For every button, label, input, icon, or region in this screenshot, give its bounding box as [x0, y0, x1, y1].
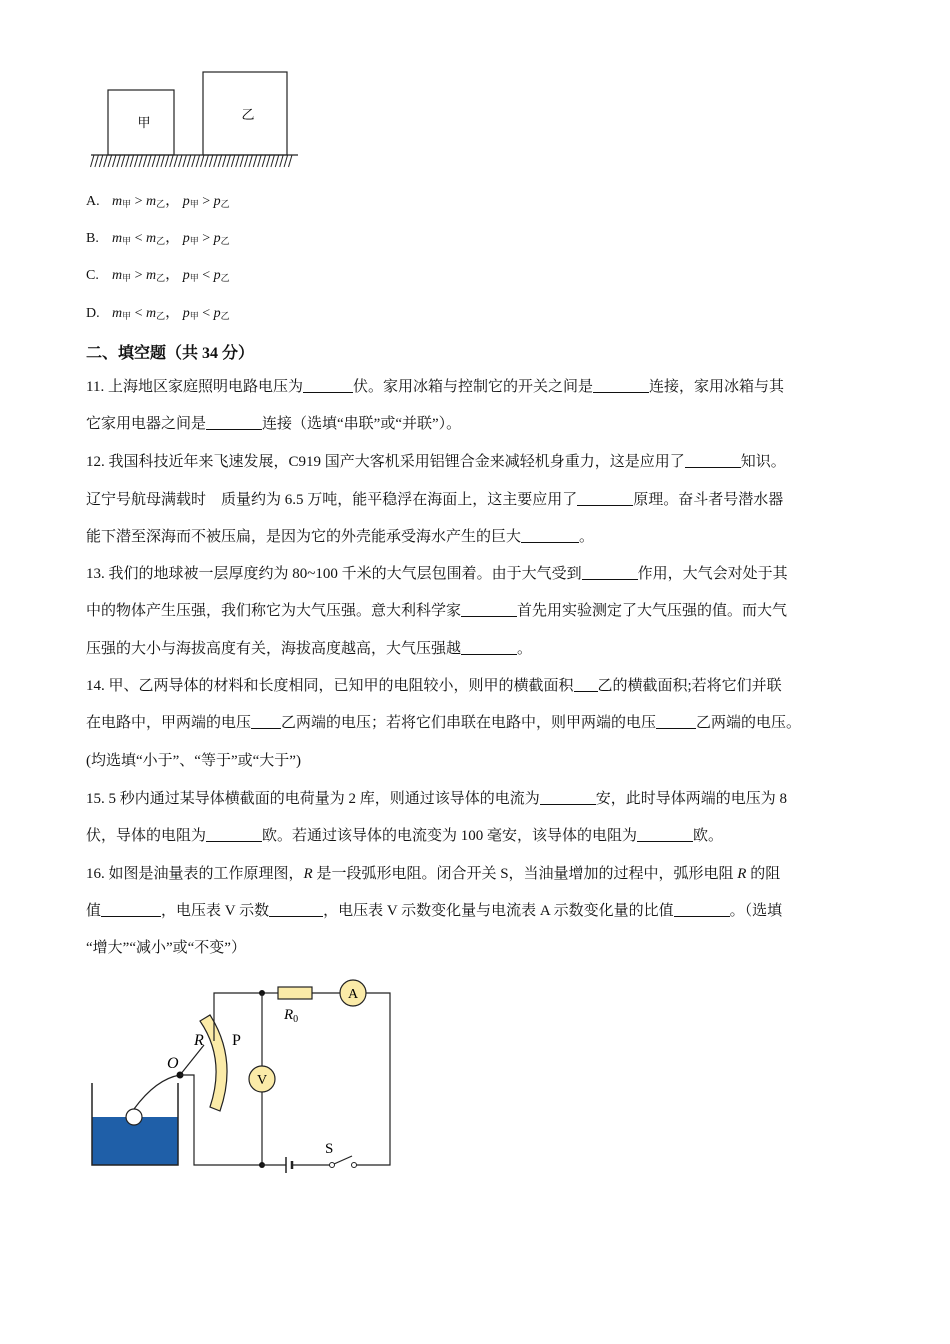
- blank[interactable]: [540, 789, 596, 805]
- section-heading: 二、填空题（共 34 分）: [86, 345, 255, 362]
- blank[interactable]: [674, 901, 730, 917]
- label-s: S: [325, 1141, 334, 1157]
- q11-line-1: 11. 上海地区家庭照明电路电压为 伏。家用冰箱与控制它的开关之间是 连接，家用冰箱与其: [86, 379, 784, 395]
- blank[interactable]: [206, 414, 262, 430]
- blank[interactable]: [206, 826, 262, 842]
- q13-line-2: 中的物体产生压强，我们称它为大气压强。意大利科学家 首先用实验测定了大气压强的值。而大气: [86, 603, 788, 619]
- blank[interactable]: [685, 452, 741, 468]
- float-icon: [126, 1109, 142, 1125]
- label-r: R: [194, 1032, 204, 1049]
- option-letter: A.: [86, 194, 100, 209]
- blank[interactable]: [656, 713, 696, 729]
- blank[interactable]: [269, 901, 323, 917]
- option-letter: D.: [86, 306, 100, 321]
- blank[interactable]: [637, 826, 693, 842]
- blank[interactable]: [582, 564, 638, 580]
- option-d[interactable]: D. $m_甲 < m_乙$， $p_甲 < p_乙$: [86, 304, 230, 326]
- option-c[interactable]: C. $m_甲 > m_乙$， $p_甲 < p_乙$: [86, 266, 230, 288]
- option-a[interactable]: A. $m_甲 > m_乙$， $p_甲 > p_乙$: [86, 192, 230, 214]
- blank[interactable]: [303, 377, 353, 393]
- q14-line-2: 在电路中，甲两端的电压 乙两端的电压；若将它们串联在电路中，则甲两端的电压 乙两端的电压。: [86, 715, 802, 731]
- label-p: P: [232, 1032, 241, 1049]
- blank[interactable]: [574, 676, 598, 692]
- label-v: V: [256, 1073, 268, 1088]
- oil-gauge-circuit: [86, 975, 406, 1187]
- q12-line-3: 能下潜至深海而不被压扁，是因为它的外壳能承受海水产生的巨大 。: [86, 529, 595, 545]
- q12-line-2: 辽宁号航母满载时 质量约为 6.5 万吨，能平稳浮在海面上，这主要应用了 原理。奋斗者号潜水器: [86, 492, 784, 508]
- q11-line-2: 它家用电器之间是 连接（选填“串联”或“并联”）。: [86, 416, 462, 432]
- label-a: A: [347, 987, 359, 1002]
- q14-line-3: (均选填“小于”、“等于”或“大于”): [86, 753, 301, 769]
- block-yi-label: 乙: [241, 107, 255, 122]
- label-r0: $R_0$: [284, 1007, 299, 1025]
- q15-line-2: 伏，导体的电阻为 欧。若通过该导体的电流变为 100 毫安，该导体的电阻为 欧。: [86, 828, 724, 844]
- blank[interactable]: [251, 713, 281, 729]
- blank[interactable]: [593, 377, 649, 393]
- option-b[interactable]: B. $m_甲 < m_乙$， $p_甲 > p_乙$: [86, 229, 230, 251]
- blank[interactable]: [461, 639, 517, 655]
- q13-line-1: 13. 我们的地球被一层厚度约为 80~100 千米的大气层包围着。由于大气受到 作用，大气会对处于其: [86, 566, 788, 582]
- block-jia-label: 甲: [137, 115, 151, 130]
- blocks-figure: [86, 66, 306, 172]
- option-letter: C.: [86, 268, 99, 283]
- q16-line-1: 16. 如图是油量表的工作原理图，R 是一段弧形电阻。闭合开关 S，当油量增加的过程中，弧形电阻 R 的阻: [86, 866, 781, 882]
- q13-line-3: 压强的大小与海拔高度有关，海拔高度越高，大气压强越 。: [86, 641, 533, 657]
- blank[interactable]: [521, 527, 579, 543]
- switch-icon: [330, 1163, 335, 1168]
- option-letter: B.: [86, 231, 99, 246]
- resistor-r0: [278, 987, 312, 999]
- blank[interactable]: [101, 901, 161, 917]
- q15-line-1: 15. 5 秒内通过某导体横截面的电荷量为 2 库，则通过该导体的电流为 安，此时导体两端的电压为 8: [86, 791, 788, 807]
- q16-line-2: 值 ，电压表 V 示数 ，电压表 V 示数变化量与电流表 A 示数变化量的比值 。（选填: [86, 903, 783, 919]
- label-o: O: [167, 1055, 179, 1072]
- q16-line-3: “增大”“减小”或“不变”）: [86, 940, 246, 956]
- blank[interactable]: [461, 601, 517, 617]
- q12-line-1: 12. 我国科技近年来飞速发展，C919 国产大客机采用铝锂合金来减轻机身重力，这是应用了 知识。: [86, 454, 786, 470]
- blank[interactable]: [577, 490, 633, 506]
- q14-line-1: 14. 甲、乙两导体的材料和长度相同，已知甲的电阻较小，则甲的横截面积 乙的横截面积;若将它们并联: [86, 678, 782, 694]
